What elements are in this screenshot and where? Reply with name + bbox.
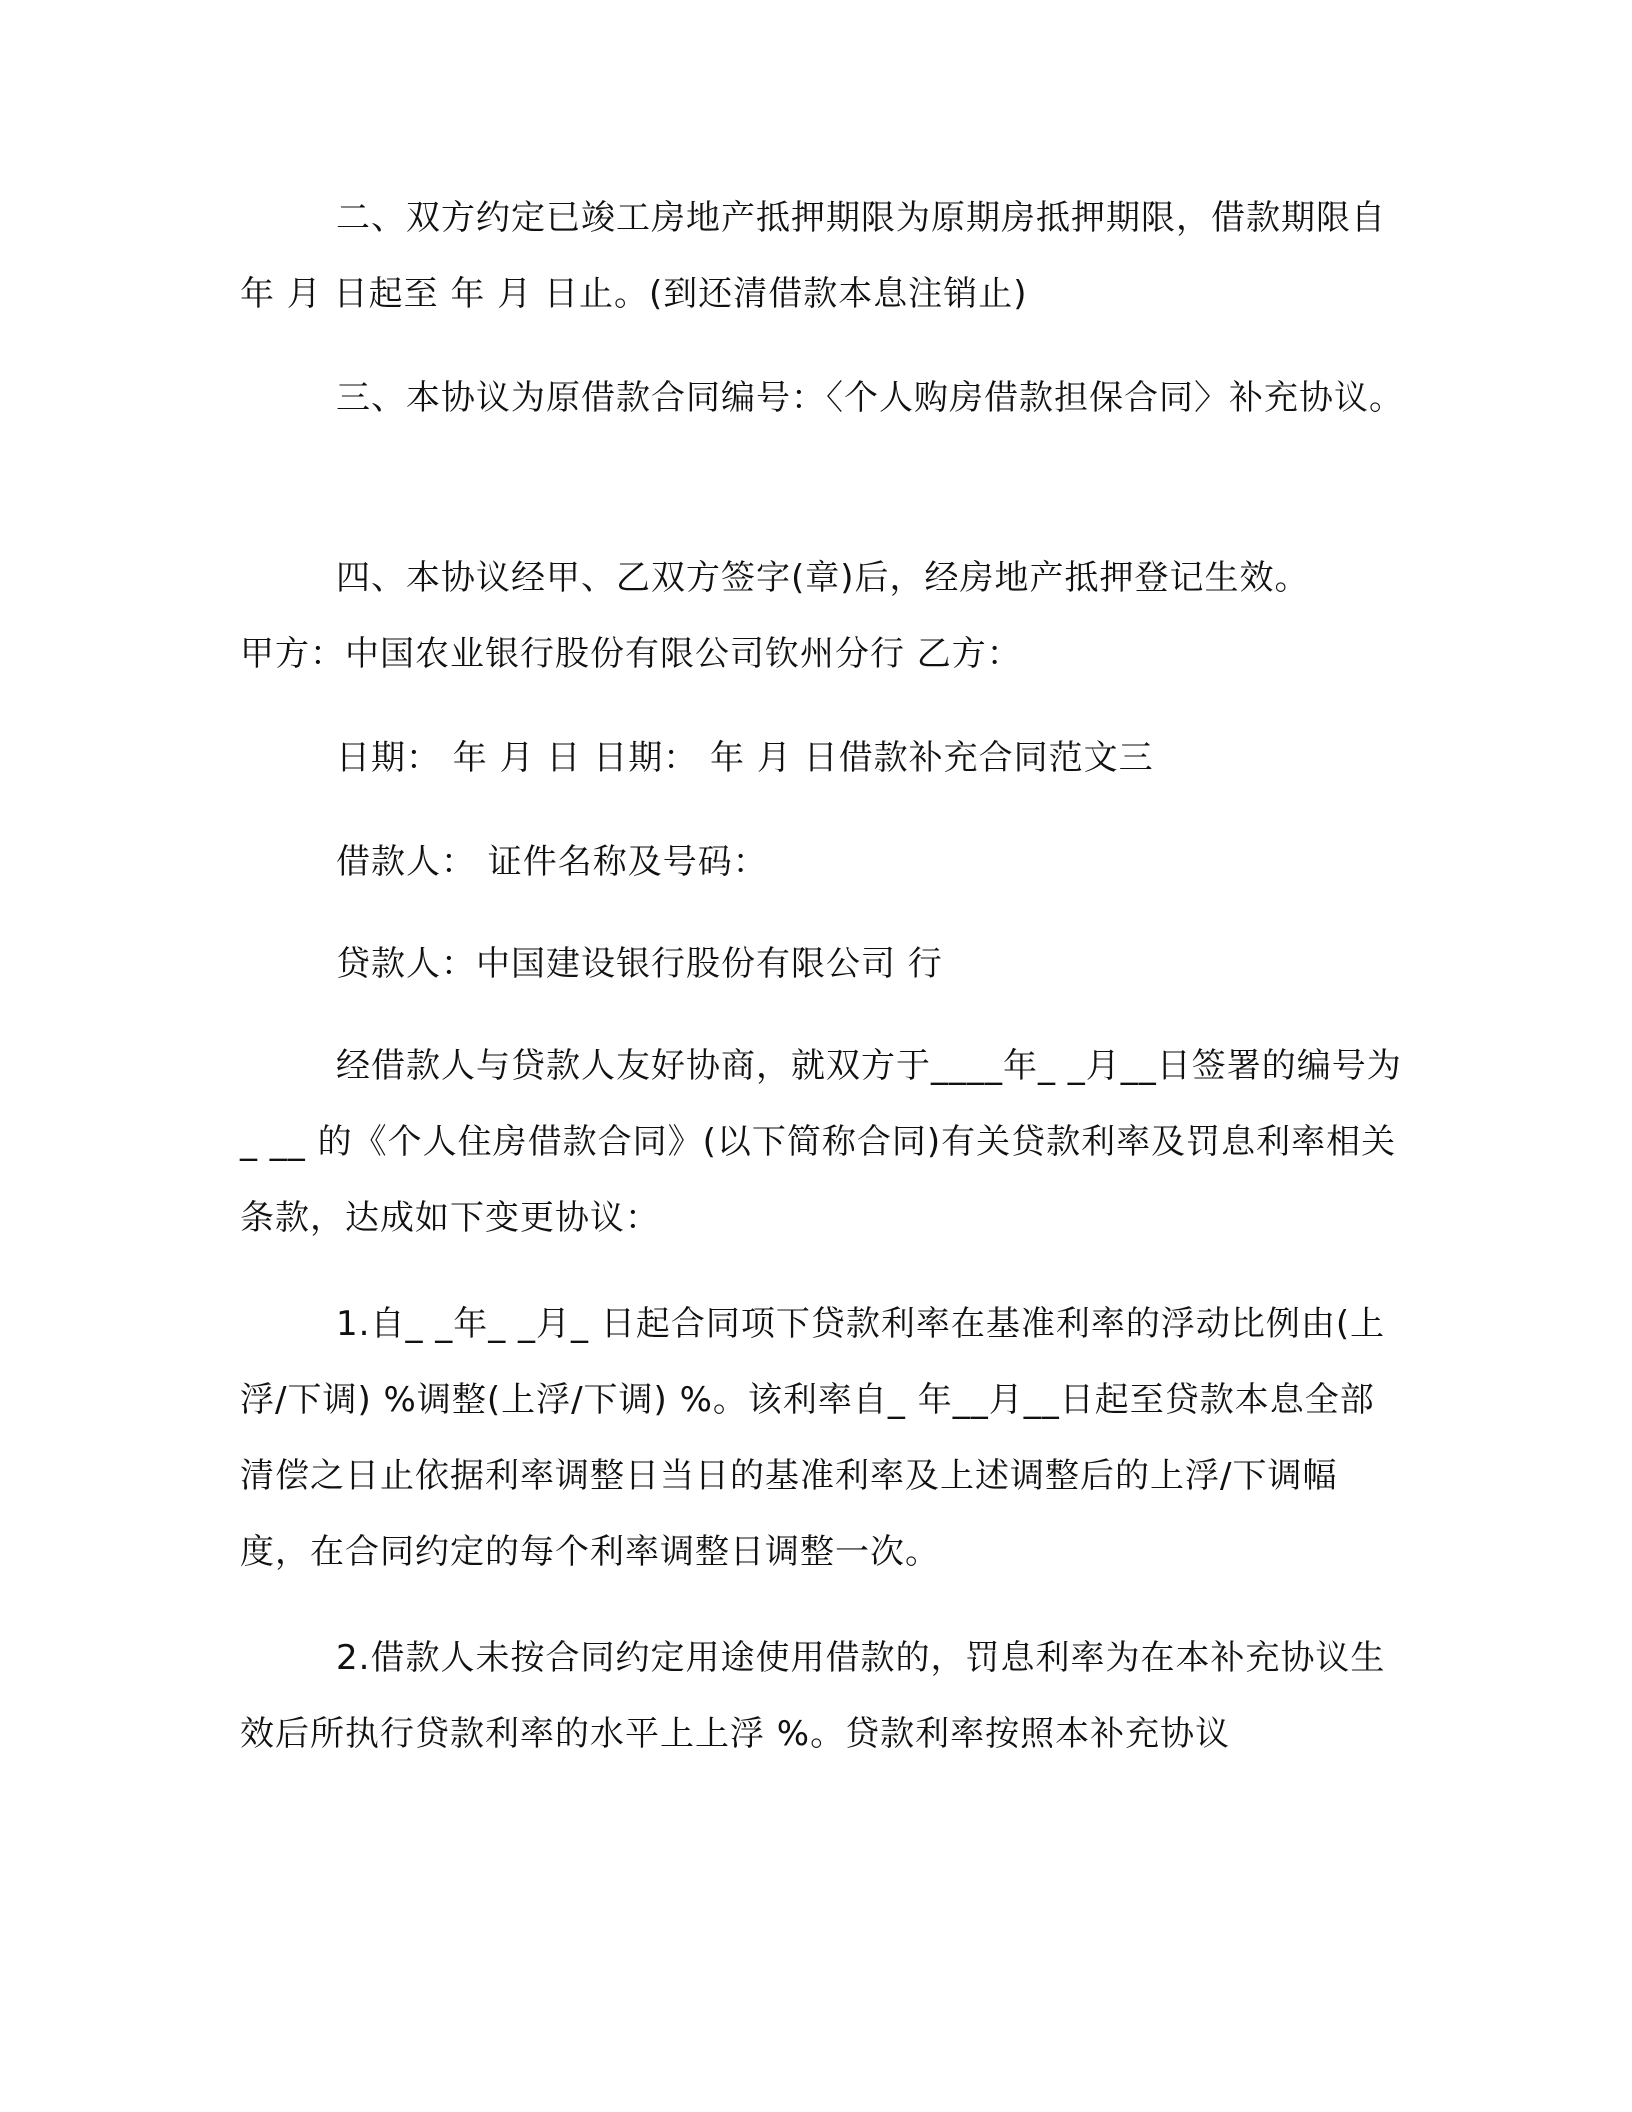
item-one-paragraph: 1.自_ _年_ _月_ 日起合同项下贷款利率在基准利率的浮动比例由(上浮/下调) %调整(上浮/下调) %。该利率自_ 年__月__日起至贷款本息全部清偿之日止依据利率调整日当日的基准利率及上述调整后的上浮/下调幅度，在合同约定的每个利率调整日调整一次。 <box>240 1304 1386 1572</box>
party-a-line: 甲方：中国农业银行股份有限公司钦州分行 乙方： <box>240 634 1022 674</box>
clause-four-block <box>240 540 1405 692</box>
clause-three-block <box>240 360 1405 436</box>
clause-two-block <box>240 180 1405 332</box>
clause-three-paragraph: 三、本协议为原借款合同编号：〈个人购房借款担保合同〉补充协议。 <box>336 378 1404 418</box>
lender-block <box>240 926 1405 1002</box>
preamble-block <box>240 1028 1405 1256</box>
borrower-block <box>240 824 1405 900</box>
date-line-block <box>240 720 1405 796</box>
date-line: 日期： 年 月 日 日期： 年 月 日借款补充合同范文三 <box>336 738 1154 778</box>
clause-two-paragraph: 二、双方约定已竣工房地产抵押期限为原期房抵押期限，借款期限自 年 月 日起至 年 月 日止。(到还清借款本息注销止) <box>240 198 1386 314</box>
lender-line: 贷款人：中国建设银行股份有限公司 行 <box>336 944 943 984</box>
borrower-line: 借款人： 证件名称及号码： <box>336 842 768 882</box>
preamble-paragraph: 经借款人与贷款人友好协商，就双方于____年_ _月__日签署的编号为_ __ 的《个人住房借款合同》(以下简称合同)有关贷款利率及罚息利率相关条款，达成如下变更协议： <box>240 1046 1402 1238</box>
item-one-block <box>240 1286 1405 1590</box>
item-two-block <box>240 1620 1405 1772</box>
item-two-paragraph: 2.借款人未按合同约定用途使用借款的，罚息利率为在本补充协议生效后所执行贷款利率的水平上上浮 %。贷款利率按照本补充协议 <box>240 1638 1386 1754</box>
clause-four-paragraph: 四、本协议经甲、乙双方签字(章)后，经房地产抵押登记生效。 <box>336 558 1310 598</box>
